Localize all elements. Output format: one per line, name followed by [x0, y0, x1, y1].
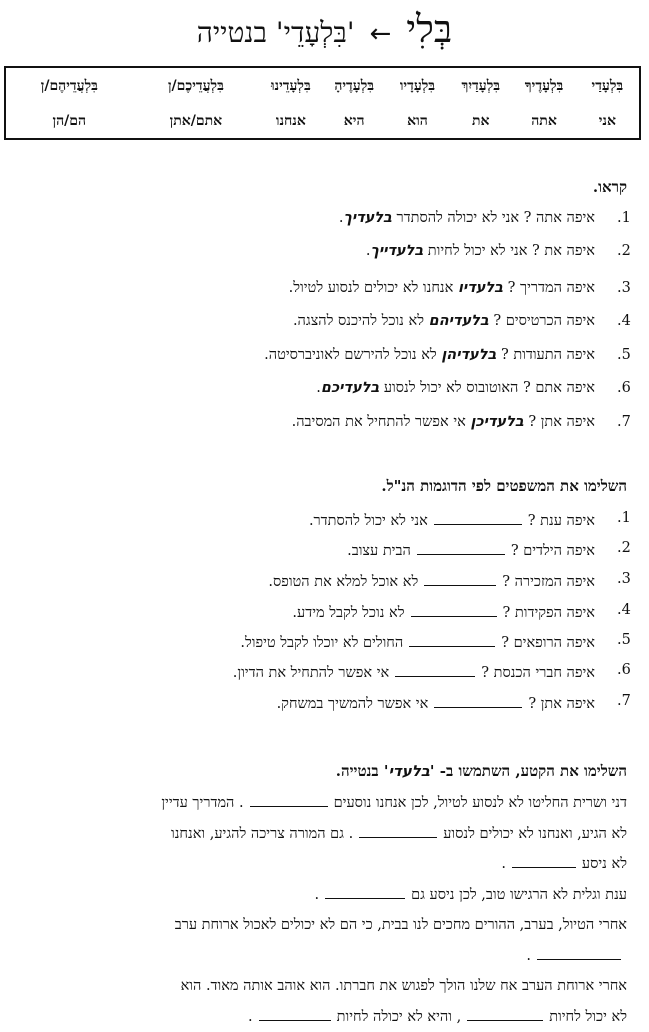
conj-pronoun: הוא [386, 104, 449, 138]
item-text: איפה חברי הכנסת ?אי אפשר להתחיל את הדיון. [233, 662, 595, 682]
answer-blank[interactable] [467, 1006, 543, 1021]
section1-item [35, 414, 635, 438]
item-number: 7. [617, 414, 635, 430]
item-number: 6. [617, 380, 635, 396]
answer-blank[interactable] [411, 602, 497, 617]
cloze-paragraph [15, 788, 627, 1032]
section1-item [35, 210, 635, 234]
conj-form: בִּלְעָדֶיךָ [512, 68, 575, 104]
paragraph-line: . [15, 941, 627, 972]
conj-form: בִּלְעָדֶיהָ [323, 68, 386, 104]
item-text: איפה אתה ? אני לא יכולה להסתדר בלעדיך. [339, 210, 595, 227]
item-text: איפה אתן ?אי אפשר להמשיך במשחק. [277, 693, 595, 713]
section3-heading: השלימו את הקטע, השתמשו ב- 'בלעדי' בנטייה. [336, 762, 627, 781]
item-text: איפה התעודות ? בלעדיהן לא נוכל להירשם לאוניברסיטה. [264, 347, 595, 364]
answer-blank[interactable] [409, 632, 495, 647]
handwritten-answer: בלעדיכם [321, 380, 379, 396]
item-number: 3. [617, 280, 635, 296]
item-text: איפה המדריך ? בלעדיו אנחנו לא יכולים לנסוע לטיול. [289, 280, 595, 297]
item-number: 7. [617, 693, 635, 709]
handwritten-answer: בלעדיו [458, 280, 503, 296]
section2-item [35, 540, 635, 564]
item-text: איפה ענת ?אני לא יכול להסתדר. [309, 510, 595, 530]
page-title [0, 4, 649, 54]
paragraph-line: לא הגיע, ואנחנו לא יכולים לנסוע. גם המורה צריכה להגיע, ואנחנו [15, 819, 627, 850]
item-number: 1. [617, 510, 635, 526]
item-number: 3. [617, 571, 635, 587]
handwritten-answer: בלעדיכן [470, 414, 523, 430]
conj-pronoun: את [449, 104, 512, 138]
conjugation-table [4, 66, 641, 140]
item-number: 2. [617, 243, 635, 259]
conj-pronoun: אתה [512, 104, 575, 138]
section2-item [35, 662, 635, 686]
item-text: איפה הילדים ?הבית עצוב. [347, 540, 595, 560]
conj-pronoun: היא [323, 104, 386, 138]
section2-heading: השלימו את המשפטים לפי הדוגמות הנ"ל. [381, 477, 627, 496]
conj-pronoun: אתם/אתן [133, 104, 260, 138]
item-number: 4. [617, 602, 635, 618]
section2-item [35, 693, 635, 717]
paragraph-line: אחרי ארוחת הערב אח שלנו הולך לפגוש את חברתו. הוא אוהב אותה מאוד. הוא [15, 971, 627, 1002]
answer-blank[interactable] [395, 662, 475, 677]
section2-item [35, 632, 635, 656]
answer-blank[interactable] [434, 510, 522, 525]
item-number: 1. [617, 210, 635, 226]
section2-item [35, 510, 635, 534]
conj-form: בִּלְעָדַיִךְ [449, 68, 512, 104]
item-number: 2. [617, 540, 635, 556]
paragraph-line: דני ושרית החליטו לא לנסוע לטיול, לכן אנחנו נוסעים. המדריך עדיין [15, 788, 627, 819]
answer-blank[interactable] [512, 853, 576, 868]
conj-form: בִּלְעָדָיו [386, 68, 449, 104]
paragraph-line: ענת וגלית לא הרגישו טוב, לכן ניסע גם. [15, 880, 627, 911]
conj-form: בִּלְעָדֵינוּ [259, 68, 322, 104]
handwritten-answer: בלעדיך [343, 210, 391, 226]
item-text: איפה את ? אני לא יכול לחיות בלעדייך. [366, 243, 595, 260]
item-text: איפה הרופאים ?החולים לא יוכלו לקבל טיפול. [240, 632, 595, 652]
section1-item [35, 243, 635, 267]
section1-item [35, 280, 635, 304]
answer-blank[interactable] [250, 792, 328, 807]
section1-heading: קראו. [593, 178, 627, 197]
handwritten-word: 'בלעדי' [384, 762, 435, 780]
conj-pronoun: אני [576, 104, 639, 138]
item-text: איפה אתם ? האוטובוס לא יכול לנסוע בלעדיכם. [316, 380, 595, 397]
section2-item [35, 571, 635, 595]
answer-blank[interactable] [424, 571, 496, 586]
section1-item [35, 380, 635, 404]
answer-blank[interactable] [417, 540, 505, 555]
answer-blank[interactable] [434, 693, 522, 708]
arrow-left-icon: ← [369, 19, 391, 49]
item-text: איפה הפקידות ?לא נוכל לקבל מידע. [292, 602, 595, 622]
item-text: איפה אתן ? בלעדיכן אי אפשר להתחיל את המסיבה. [292, 414, 595, 431]
item-number: 6. [617, 662, 635, 678]
handwritten-answer: בלעדייך [370, 243, 423, 259]
item-number: 5. [617, 632, 635, 648]
conj-form: בִּלְעֲדֵיהֶם/ן [6, 68, 133, 104]
paragraph-line: אחרי הטיול, בערב, ההורים מחכים לנו בבית, כי הם לא יכולים לאכול ארוחת ערב [15, 910, 627, 941]
answer-blank[interactable] [359, 823, 437, 838]
paragraph-line: לא ניסע. [15, 849, 627, 880]
conj-form: בִּלְעֲדֵיכֶם/ן [133, 68, 260, 104]
answer-blank[interactable] [325, 884, 405, 899]
item-text: איפה המזכירה ?לא אוכל למלא את הטופס. [268, 571, 595, 591]
item-number: 5. [617, 347, 635, 363]
section1-item [35, 313, 635, 337]
item-number: 4. [617, 313, 635, 329]
conj-form: בִּלְעָדַי [576, 68, 639, 104]
conj-pronoun: הם/הן [6, 104, 133, 138]
section1-item [35, 347, 635, 371]
handwritten-answer: בלעדיהם [429, 313, 489, 329]
section2-item [35, 602, 635, 626]
paragraph-line: לא יכול לחיות, והיא לא יכולה לחיות. [15, 1002, 627, 1032]
answer-blank[interactable] [537, 945, 621, 960]
title-inflection: 'בִּלְעָדֵי' בנטייה [197, 16, 355, 49]
item-text: איפה הכרטיסים ? בלעדיהם לא נוכל להיכנס להצגה. [293, 313, 595, 330]
title-word: בְּלִי [406, 7, 452, 51]
handwritten-answer: בלעדיהן [441, 347, 496, 363]
conj-pronoun: אנחנו [259, 104, 322, 138]
answer-blank[interactable] [259, 1006, 331, 1021]
